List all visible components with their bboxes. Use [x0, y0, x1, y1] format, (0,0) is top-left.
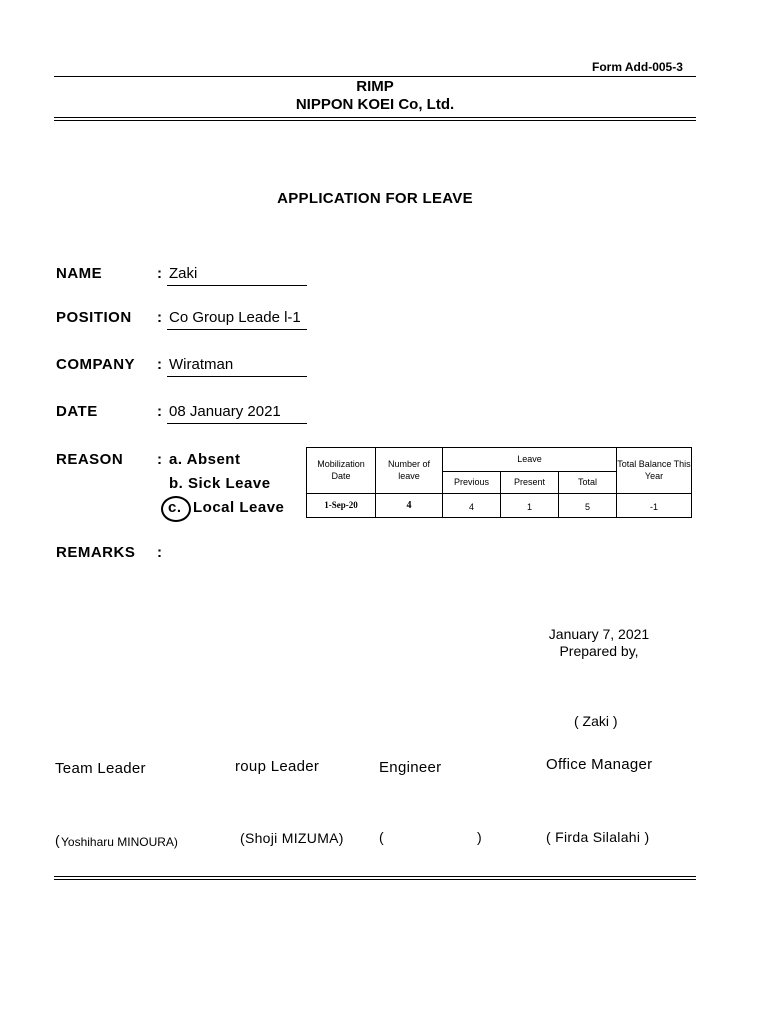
table-header-number-of-leave: Number of leave: [376, 448, 443, 494]
company-underline: [167, 376, 307, 377]
name-value: Zaki: [169, 265, 198, 282]
position-value: Co Group Leade l-1: [169, 309, 301, 326]
table-header-leave: Leave: [443, 448, 617, 472]
remarks-label: REMARKS: [56, 544, 136, 561]
footer-rule-1: [54, 876, 696, 877]
date-value: 08 January 2021: [169, 403, 281, 420]
office-manager-name: ( Firda Silalahi ): [546, 829, 650, 845]
team-leader-open-paren: (: [55, 832, 60, 848]
engineer-close-paren: ): [477, 829, 482, 845]
reason-option-sick-leave: b. Sick Leave: [169, 475, 271, 492]
name-colon: :: [157, 265, 162, 282]
team-leader-name: Yoshiharu MINOURA): [61, 835, 178, 849]
page-title: APPLICATION FOR LEAVE: [277, 190, 473, 207]
company-colon: :: [157, 356, 162, 373]
header-rule-bottom-2: [54, 120, 696, 121]
header-rule-top: [54, 76, 696, 77]
group-leader-title: roup Leader: [235, 758, 320, 775]
table-header-total-balance: Total Balance This Year: [617, 448, 692, 494]
footer-rule-2: [54, 879, 696, 880]
table-header-present: Present: [501, 472, 559, 494]
prepared-date: January 7, 2021: [548, 626, 650, 642]
office-manager-title: Office Manager: [546, 756, 653, 773]
table-cell-number-of-leave: 4: [376, 494, 443, 518]
table-header-total: Total: [559, 472, 617, 494]
header-rule-bottom-1: [54, 117, 696, 118]
table-cell-present: 1: [501, 494, 559, 518]
form-number: Form Add-005-3: [592, 60, 683, 74]
reason-colon: :: [157, 451, 162, 468]
name-underline: [167, 285, 307, 286]
leave-balance-table: [306, 447, 692, 518]
group-leader-name: (Shoji MIZUMA): [240, 830, 344, 846]
prepared-by-label: Prepared by,: [559, 643, 639, 659]
team-leader-title: Team Leader: [55, 760, 146, 777]
company-value: Wiratman: [169, 356, 234, 373]
date-underline: [167, 423, 307, 424]
reason-option-absent: a. Absent: [169, 451, 241, 468]
position-underline: [167, 329, 307, 330]
reason-label: REASON: [56, 451, 124, 468]
remarks-colon: :: [157, 544, 162, 561]
table-header-previous: Previous: [443, 472, 501, 494]
table-header-mobilization: Mobilization Date: [307, 448, 376, 494]
name-label: NAME: [56, 265, 103, 282]
prepared-by-name: ( Zaki ): [574, 713, 618, 729]
table-cell-previous: 4: [443, 494, 501, 518]
position-label: POSITION: [56, 309, 132, 326]
company-name: NIPPON KOEI Co, Ltd.: [295, 96, 455, 113]
table-cell-total: 5: [559, 494, 617, 518]
table-cell-mobilization-date: 1-Sep-20: [307, 494, 376, 518]
engineer-title: Engineer: [379, 759, 442, 776]
reason-option-local-leave: Local Leave: [193, 499, 285, 516]
date-colon: :: [157, 403, 162, 420]
reason-option-local-letter: c.: [168, 499, 182, 516]
org-name: RIMP: [356, 78, 394, 95]
engineer-open-paren: (: [379, 829, 384, 845]
company-label: COMPANY: [56, 356, 136, 373]
position-colon: :: [157, 309, 162, 326]
table-cell-total-balance: -1: [617, 494, 692, 518]
date-label: DATE: [56, 403, 98, 420]
